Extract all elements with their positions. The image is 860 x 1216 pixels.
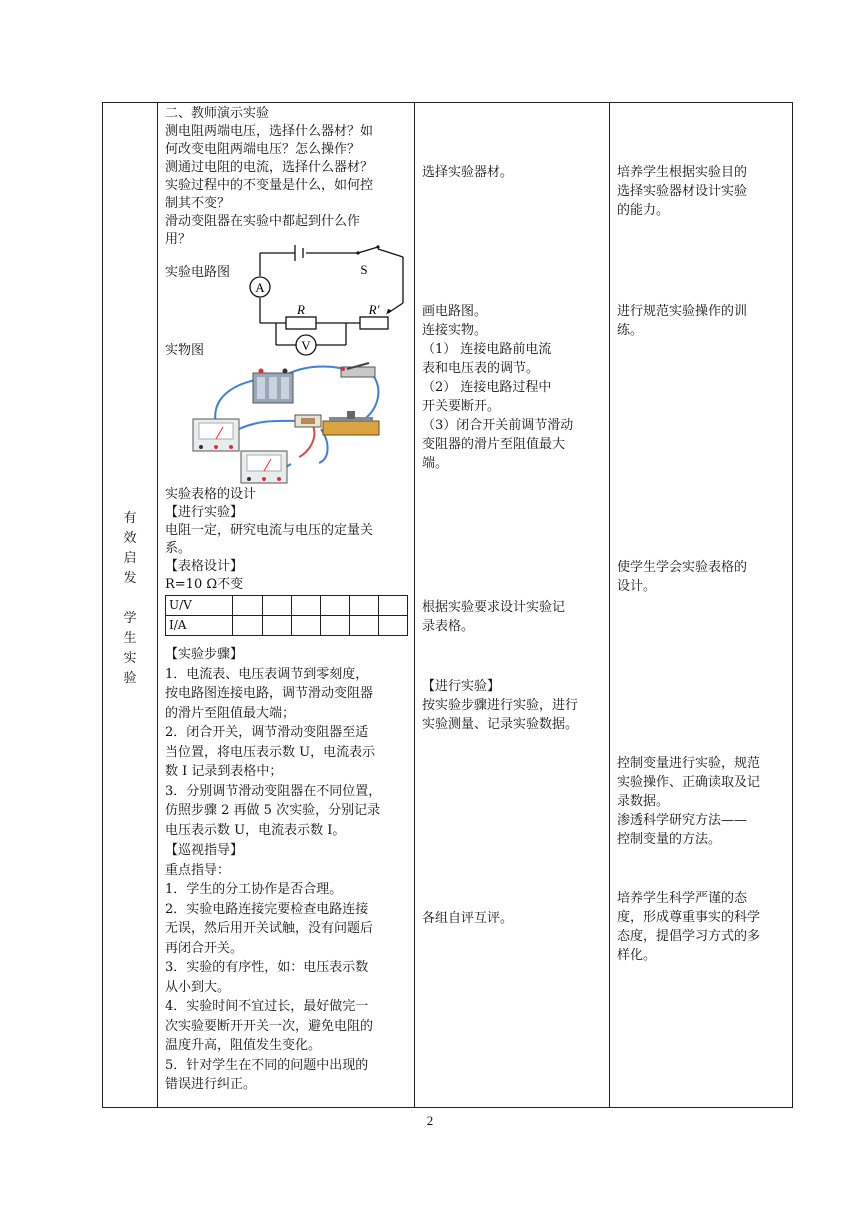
- switch-label: S: [360, 262, 368, 277]
- resistor-label: R: [297, 302, 305, 317]
- photo-label: 实物图: [165, 343, 205, 358]
- student-block-3: 根据实验要求设计实验记 录表格。: [422, 600, 566, 634]
- record-table: [165, 595, 408, 636]
- demo-questions: 二、教师演示实验 测电阻两端电压，选择什么器材？如 何改变电阻两端电压？怎么操作？ 测通过电阻的电流，选择什么器材？ 实验过程中的不变量是什么，如何控 制其不变？ 滑动变阻器在实验中都起到什么作 用？: [165, 105, 408, 249]
- ammeter-label: A: [255, 280, 265, 295]
- design-title: 实验表格的设计: [165, 487, 257, 502]
- intent-block-2: 进行规范实验操作的训 练。: [617, 304, 748, 338]
- demo-heading: 二、教师演示实验: [165, 106, 270, 121]
- voltmeter-label: V: [301, 338, 311, 353]
- lesson-plan-table: [102, 102, 793, 1108]
- teacher-content-cell: [158, 103, 415, 1108]
- design-intent-cell: [610, 103, 793, 1108]
- knife-switch-icon: [341, 363, 375, 377]
- table-row: I/A: [166, 616, 408, 636]
- student-block-1: 选择实验器材。: [422, 165, 514, 180]
- table-row: U/V: [166, 596, 408, 616]
- student-block-5: 各组自评互评。: [422, 911, 514, 926]
- section-label-cell: [103, 103, 158, 1108]
- table-heading: 【表格设计】: [165, 559, 244, 574]
- student-activity-cell: [415, 103, 610, 1108]
- section-label: 有 效 启 发 学 生 实 验: [123, 511, 137, 686]
- resistance-condition: R=10 Ω不变: [165, 577, 244, 592]
- student-block-2: 画电路图。 连接实物。 （1） 连接电路前电流 表和电压表的调节。 （2） 连接电路过程中 开关要断开。 （3）闭合开关前调节滑动 变阻器的滑片至阻值最大 端。: [422, 304, 574, 471]
- intent-block-3: 使学生学会实验表格的 设计。: [617, 560, 748, 594]
- conduct-heading: 【进行实验】: [165, 505, 244, 520]
- steps-heading: 【实验步骤】: [165, 647, 244, 662]
- resistor-board-icon: [295, 415, 321, 427]
- circuit-label: 实验电路图: [165, 265, 231, 280]
- student-block-4: 【进行实验】 按实验步骤进行实验，进行 实验测量、记录实验数据。: [422, 679, 579, 732]
- intent-block-4: 控制变量进行实验，规范 实验操作、正确读取及记 录数据。 渗透科学研究方法—— 控制变量的方法。: [617, 756, 761, 847]
- battery-box-icon: [253, 369, 293, 404]
- patrol-heading: 【巡视指导】: [165, 843, 244, 858]
- rheostat-symbol: [360, 317, 388, 329]
- apparatus-illustration: [191, 359, 391, 489]
- intent-block-5: 培养学生科学严谨的态 度，形成尊重事实的科学 态度，提倡学习方式的多 样化。: [617, 891, 761, 963]
- page-number: 2: [426, 1113, 434, 1128]
- rheostat-label: R': [368, 302, 380, 317]
- intent-block-1: 培养学生根据实验目的 选择实验器材设计实验 的能力。: [617, 165, 748, 218]
- voltmeter-device-icon: [241, 451, 287, 483]
- ammeter-device-icon: [193, 419, 239, 451]
- steps-section: 【实验步骤】 1．电流表、电压表调节到零刻度， 按电路图连接电路，调节滑动变阻器 的滑片至阻值最大端； 2．闭合开关，调节滑动变阻器至适 当位置，将电压表示数 U，电流表示 数 I 记录到表格中； 3．分别调节滑动变阻器在不同位置， 仿照步骤 2 再做 5 次实验，分别记录 电压表示数 U，电流表示数 I。: [165, 645, 408, 840]
- table-design-section: 实验表格的设计 【进行实验】 电阻一定，研究电流与电压的定量关 系。 【表格设计】 R=10 Ω不变 U/V I/A: [165, 486, 408, 636]
- patrol-section: 【巡视指导】 重点指导： 1．学生的分工协作是否合理。 2．实验电路连接完要检查电路连接 无误，然后用开关试触，没有问题后 再闭合开关。 3．实验的有序性，如：电压表示数 从小到大。 4．实验时间不宜过长，最好做完一 次实验要断开开关一次，避免电阻的 温度升高，阻值发生变化。 5．针对学生在不同的问题中出现的 错误进行纠正。: [165, 841, 408, 1095]
- resistor-symbol: [286, 317, 316, 329]
